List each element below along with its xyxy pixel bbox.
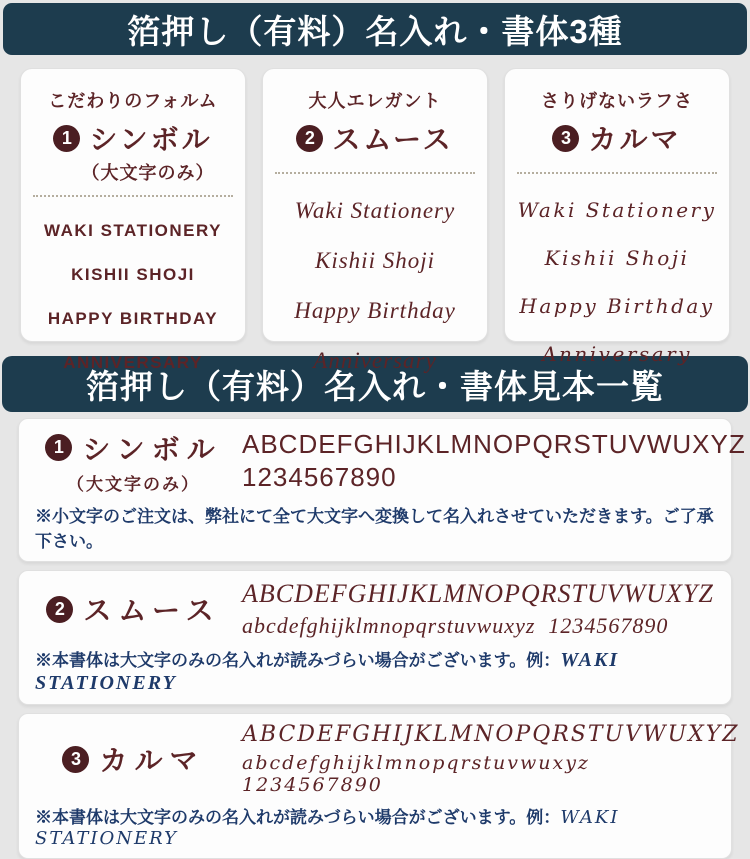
card-name-row: [21, 118, 245, 158]
specimen-label-line: [46, 589, 220, 629]
sample-line: WAKI STATIONERY: [43, 221, 222, 240]
alphabet-lowercase-numbers: abcdefghijklmnopqrstuvwuxyz 1234567890: [242, 752, 607, 796]
specimen-label: [31, 589, 236, 629]
specimen-label: [31, 428, 236, 495]
specimen-row-karma: [18, 713, 740, 859]
specimen-font-note: （大文字のみ）: [67, 474, 200, 494]
alphabet-uppercase: ABCDEFGHIJKLMNOPQRSTUVWUXYZ: [242, 579, 714, 608]
specimen-main: [31, 427, 746, 495]
sample-line: Kishii Shoji: [315, 248, 435, 273]
card-name-row: [505, 118, 729, 158]
font-name: スムース: [332, 124, 454, 155]
alphabet-uppercase: ABCDEFGHIJKLMNOPQRSTUVWUXYZ: [242, 429, 746, 459]
specimen-note: [31, 646, 719, 695]
header-bottom-title: 箔押し（有料）名入れ・書体見本一覧: [86, 367, 664, 405]
note-text: ※小文字のご注文は、弊社にて全て大文字へ変換して名入れさせていただきます。ご了承下さい。: [35, 507, 714, 551]
sample-line: Kishii Shoji: [544, 246, 690, 270]
sample-line: Anniversary: [542, 342, 692, 366]
specimen-label: [31, 739, 236, 779]
number-2-badge: 2: [46, 596, 73, 623]
note-example: WAKI STATIONERY: [35, 649, 620, 694]
dotted-divider: [275, 172, 475, 174]
card-tagline: さりげないラフさ: [541, 91, 693, 111]
font-name: シンボル: [89, 124, 213, 155]
header-top-banner: [3, 3, 747, 55]
specimen-note: [31, 803, 719, 849]
number-2-badge: 2: [296, 125, 323, 152]
header-bottom-banner: [2, 356, 748, 412]
sample-line: ANNIVERSARY: [63, 353, 203, 372]
card-samples: [505, 198, 729, 366]
font-name: カルマ: [588, 124, 682, 155]
font-name-note: （大文字のみ）: [81, 163, 215, 183]
card-tagline: 大人エレガント: [308, 91, 442, 111]
specimen-label-line: [45, 428, 221, 468]
specimen-main: [31, 579, 719, 639]
specimen-note: [31, 502, 719, 552]
number-3-badge: 3: [62, 746, 89, 773]
specimen-list: [18, 418, 746, 859]
font-card-smooth: [262, 68, 488, 373]
sample-line: Waki Stationery: [517, 198, 717, 222]
font-card-symbol: [20, 68, 246, 372]
sample-line: HAPPY BIRTHDAY: [47, 309, 219, 328]
product-info-page: [0, 3, 750, 849]
sample-line: KISHII SHOJI: [71, 265, 195, 284]
dotted-divider: [33, 195, 233, 197]
sample-line: Anniversary: [313, 348, 437, 373]
sample-line: Happy Birthday: [294, 298, 456, 323]
header-top-title: 箔押し（有料）名入れ・書体3種: [127, 12, 623, 50]
note-text: ※本書体は大文字のみの名入れが読みづらい場合がございます。例：: [35, 651, 561, 670]
card-samples: [21, 221, 245, 373]
specimen-font-name: スムース: [83, 595, 221, 626]
number-1-badge: 1: [53, 125, 80, 152]
specimen-samples: [236, 579, 719, 639]
note-example: WAKI STATIONERY: [35, 807, 620, 849]
card-tagline: こだわりのフォルム: [48, 91, 218, 111]
specimen-main: [31, 722, 740, 796]
font-cards-section: [0, 58, 750, 373]
specimen-font-name: シンボル: [82, 433, 222, 465]
font-card-karma: [504, 68, 730, 366]
number-3-badge: 3: [552, 125, 579, 152]
specimen-font-name: カルマ: [99, 745, 205, 776]
alphabet-uppercase: ABCDEFGHIJKLMNOPQRSTUVWUXYZ: [242, 722, 740, 747]
specimen-label-line: [62, 739, 204, 779]
note-text: ※本書体は大文字のみの名入れが読みづらい場合がございます。例：: [35, 808, 561, 827]
alphabet-numbers: 1234567890: [242, 462, 397, 492]
dotted-divider: [517, 172, 717, 174]
card-samples: [263, 198, 487, 374]
sample-line: Waki Stationery: [294, 198, 456, 223]
alphabet-lowercase-numbers: abcdefghijklmnopqrstuvwuxyz 1234567890: [242, 613, 669, 638]
card-name-row: [263, 118, 487, 158]
specimen-samples: [236, 722, 740, 796]
specimen-samples: [236, 427, 746, 495]
specimen-row-symbol: [18, 418, 746, 562]
specimen-row-smooth: [18, 570, 732, 705]
number-1-badge: 1: [45, 434, 72, 461]
sample-line: Happy Birthday: [519, 294, 715, 318]
